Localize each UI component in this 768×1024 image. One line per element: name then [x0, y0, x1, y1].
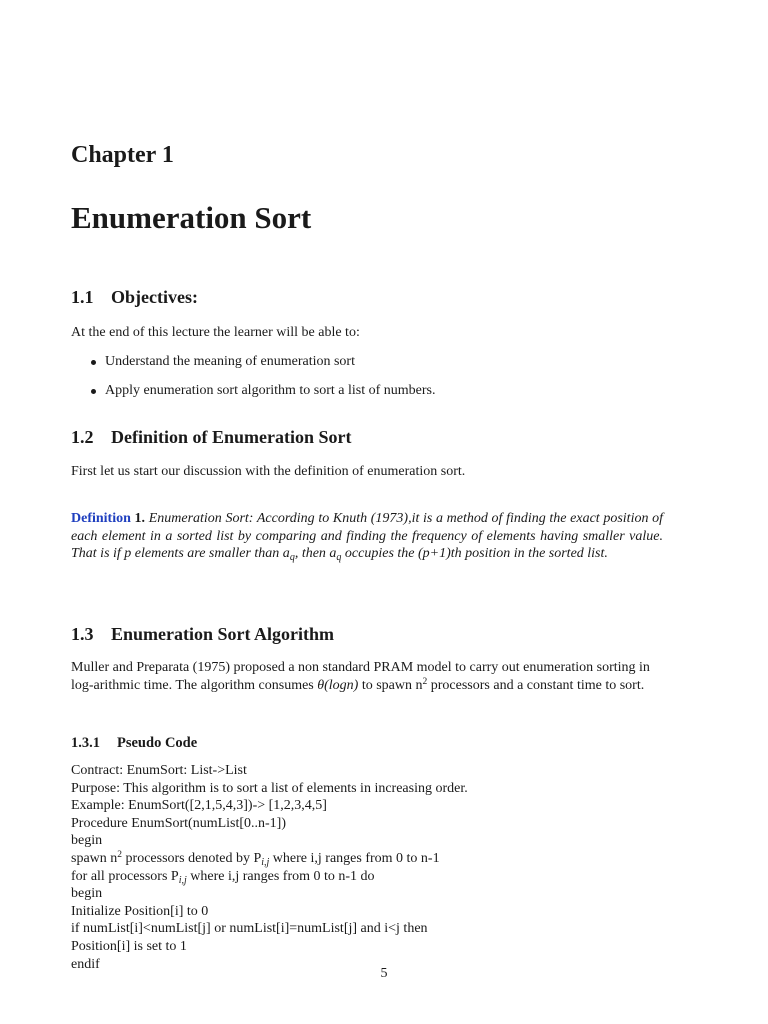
section-heading-algorithm — [71, 624, 334, 645]
objectives-intro: At the end of this lecture the learner will be able to: — [71, 325, 360, 340]
section-title: Objectives: — [111, 287, 198, 307]
definition-number: 1. — [134, 511, 146, 526]
code-line: Procedure EnumSort(numList[0..n-1]) — [71, 815, 287, 831]
chapter-label: Chapter 1 — [71, 142, 174, 168]
code-line: Example: EnumSort([2,1,5,4,3])-> [1,2,3,4,5] — [71, 798, 327, 814]
bullet-icon — [91, 360, 96, 365]
pseudo-code-block — [71, 762, 468, 973]
definition-block — [71, 510, 663, 567]
code-line: begin — [71, 833, 103, 849]
code-line: Purpose: This algorithm is to sort a list of elements in increasing order. — [71, 780, 468, 796]
list-item: Apply enumeration sort algorithm to sort a list of numbers. — [71, 381, 436, 410]
definition-intro: First let us start our discussion with the definition of enumeration sort. — [71, 464, 466, 479]
definition-text: Enumeration Sort: According to Knuth (1973),it is a method of finding the exact position of each element in a sorted list by comparing and finding the frequency of elements having smaller value. That is if p elements are smaller than $a_q$, then $a_q$ occupies the (p+1)th position in the sorted list. — [71, 511, 663, 563]
list-item: Understand the meaning of enumeration sort — [71, 352, 436, 381]
subsection-heading-pseudo-code — [71, 735, 197, 752]
code-line: begin — [71, 886, 103, 902]
objectives-list — [71, 352, 436, 410]
section-title: Enumeration Sort Algorithm — [111, 624, 334, 644]
subsection-title: Pseudo Code — [117, 735, 198, 751]
section-number: 1.3 — [71, 624, 94, 644]
code-line: spawn $n^2$ processors denoted by $P_{i,j}$ where i,j ranges from 0 to n-1 — [71, 849, 440, 868]
theta-log-n: θ(logn) — [317, 677, 359, 693]
section-heading-objectives — [71, 287, 198, 308]
section-number: 1.2 — [71, 427, 94, 447]
code-line: for all processors $P_{i,j}$ where i,j ranges from 0 to n-1 do — [71, 868, 375, 886]
subsection-number: 1.3.1 — [71, 735, 100, 751]
code-line: endif — [71, 956, 100, 972]
code-line: Initialize Position[i] to 0 — [71, 903, 209, 919]
section-title: Definition of Enumeration Sort — [111, 427, 352, 447]
algorithm-paragraph: Muller and Preparata (1975) proposed a non standard PRAM model to carry out enumeration sorting in log-arithmic time. The algorithm consumes θ(logn) to spawn $n^2$ processors and a constant time to sort. — [71, 660, 650, 693]
chapter-title: Enumeration Sort — [71, 200, 312, 235]
page-number: 5 — [380, 966, 388, 981]
code-line: Contract: EnumSort: List->List — [71, 763, 247, 778]
code-line: Position[i] is set to 1 — [71, 938, 187, 954]
definition-label: Definition — [71, 511, 131, 526]
bullet-icon — [91, 389, 96, 394]
code-line: if numList[i]<numList[j] or numList[i]=numList[j] and i<j then — [71, 921, 428, 937]
section-heading-definition — [71, 427, 352, 448]
section-number: 1.1 — [71, 287, 94, 307]
